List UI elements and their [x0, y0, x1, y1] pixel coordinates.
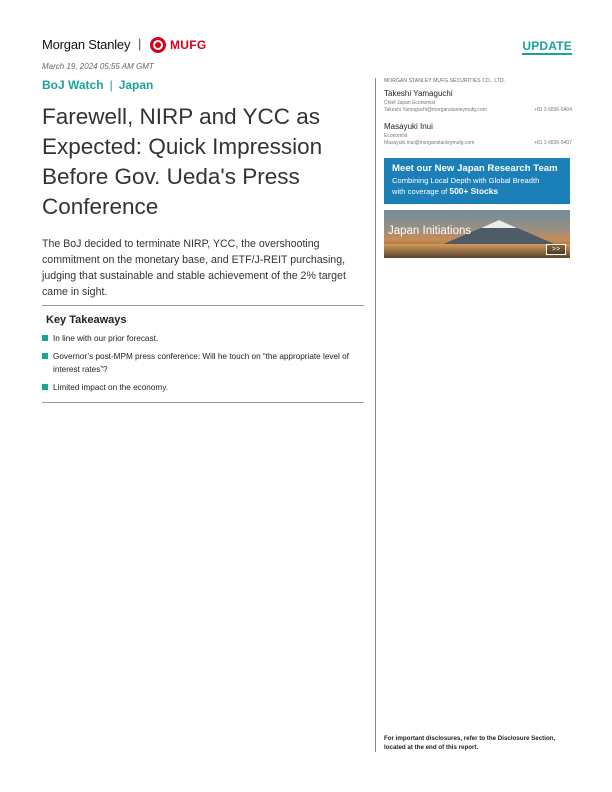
mountain-snowcap-image [481, 220, 517, 228]
disclosure-note: For important disclosures, refer to the Disclosure Section, located at the end of this report. [384, 735, 556, 751]
series-region: Japan [118, 78, 154, 92]
series-separator: | [109, 78, 113, 92]
mufg-logo-text: MUFG [170, 38, 207, 52]
report-summary: The BoJ decided to terminate NIRP, YCC, the overshooting commitment on the monetary base, and ETF/J-REIT purchasing, judging that sustainable and stable achievement of the 2% target came in sight. [42, 238, 346, 298]
lake-image [384, 244, 570, 258]
analyst-contact [384, 107, 572, 115]
analyst-email-link[interactable]: Masayuki.Inui@morganstanleymufg.com [384, 140, 475, 146]
forward-arrow-button[interactable]: >> [546, 244, 566, 255]
analyst-phone: +81 3 6836-5407 [534, 140, 572, 146]
bullet-square-icon [42, 384, 48, 390]
japan-initiations-banner[interactable] [384, 210, 570, 258]
banner-title: Meet our New Japan Research Team [392, 163, 558, 174]
analyst-card [384, 88, 572, 115]
bullet-square-icon [42, 353, 48, 359]
banner-title: Japan Initiations [388, 225, 472, 237]
update-tag: UPDATE [522, 39, 572, 53]
banner-coverage-count: 500+ Stocks [449, 186, 499, 196]
analyst-role: Chief Japan Economist [384, 100, 436, 106]
series-label [42, 78, 153, 92]
analyst-email-link[interactable]: Takeshi.Yamaguchi@morganstanleymufg.com [384, 107, 487, 113]
firm-name: MORGAN STANLEY MUFG SECURITIES CO., LTD. [384, 78, 506, 84]
analyst-card [384, 121, 572, 148]
japan-research-team-banner[interactable] [384, 158, 570, 204]
analyst-name: Takeshi Yamaguchi [384, 89, 453, 98]
analyst-contact [384, 140, 572, 148]
list-item [42, 332, 362, 345]
report-title: Farewell, NIRP and YCC as Expected: Quick Impression Before Gov. Ueda's Press Conference [42, 104, 323, 219]
logo-separator: | [138, 36, 142, 51]
bullet-square-icon [42, 335, 48, 341]
takeaway-text: Limited impact on the economy. [53, 383, 168, 392]
takeaway-text: Governor’s post-MPM press conference: Will he touch on “the appropriate level of interest rates”? [53, 352, 349, 374]
list-item [42, 350, 362, 376]
list-item [42, 381, 362, 394]
analyst-name: Masayuki Inui [384, 122, 433, 131]
publish-date: March 19, 2024 05:55 AM GMT [42, 62, 154, 71]
report-header [42, 36, 572, 56]
analyst-role: Economist [384, 133, 408, 139]
takeaway-text: In line with our prior forecast. [53, 334, 159, 343]
banner-coverage-prefix: with coverage of [392, 187, 450, 196]
mufg-logo-icon [150, 37, 166, 53]
section-divider-top [42, 305, 364, 306]
series-name: BoJ Watch [42, 78, 104, 92]
key-takeaways-list [42, 332, 362, 399]
analyst-phone: +81 3 6836-5404 [534, 107, 572, 113]
column-divider [375, 78, 376, 752]
section-divider-bottom [42, 402, 364, 403]
key-takeaways-heading: Key Takeaways [46, 314, 127, 326]
morgan-stanley-logo: Morgan Stanley [42, 37, 131, 52]
banner-coverage [392, 186, 570, 197]
banner-subtitle: Combining Local Depth with Global Breadth [392, 176, 540, 185]
